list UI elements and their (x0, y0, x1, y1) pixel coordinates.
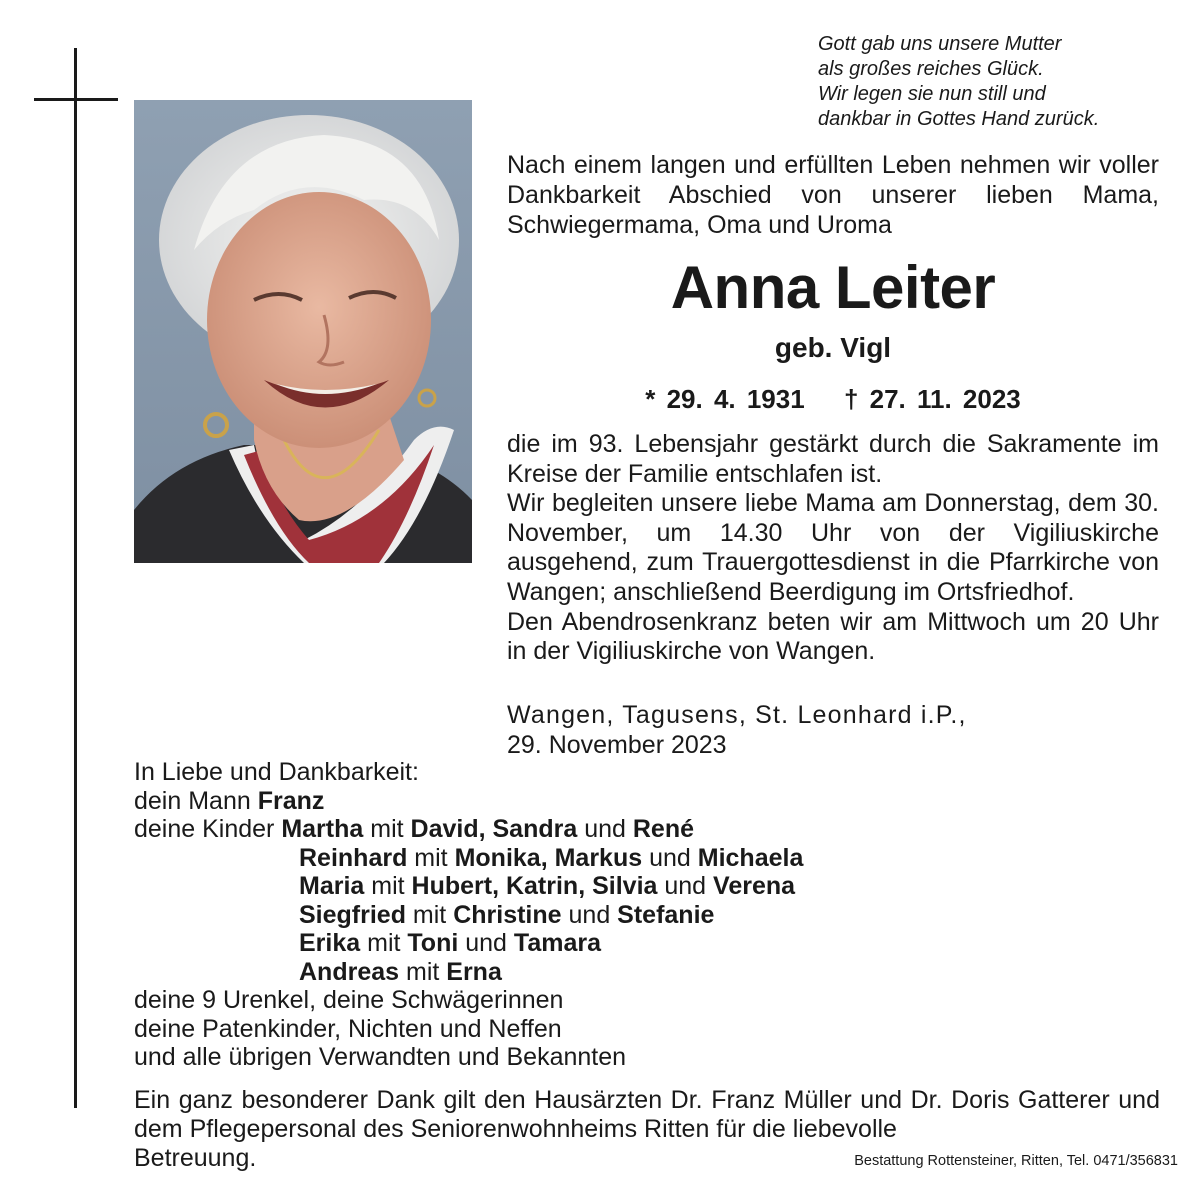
child-name: Reinhard (299, 843, 408, 872)
family-row-child (134, 901, 1174, 930)
last-name: René (632, 815, 694, 843)
death-date: † 27. 11. 2023 (843, 384, 1021, 414)
poem (818, 32, 1178, 132)
family-row-others: deine Patenkinder, Nichten und Neffen (134, 1014, 562, 1043)
partner-names: Christine (453, 900, 562, 929)
thanks-text: Ein ganz besonderer Dank gilt den Hausärzten Dr. Franz Müller und Dr. Doris Gatterer und dem Pflegepersonal des Seniorenwohnheims Ritten für die liebevolle (134, 1086, 1160, 1143)
husband-name: Franz (257, 786, 325, 815)
child-name: Erika (299, 929, 361, 957)
poem-line: Gott gab uns unsere Mutter (818, 33, 1062, 55)
cross-icon-vertical (74, 48, 77, 1108)
connector: und (577, 815, 633, 843)
place-names: Wangen, Tagusens, St. Leonhard i.P., (507, 701, 967, 729)
last-name: Verena (713, 872, 796, 900)
family-row-child (134, 958, 1174, 987)
family-heading: In Liebe und Dankbarkeit: (134, 758, 419, 786)
body-paragraph: Wir begleiten unsere liebe Mama am Donnerstag, dem 30. November, um 14.30 Uhr von der Vigiliuskirche ausgehend, zum Trauergottesdienst in die Pfarrkirche von Wangen; anschließend Beerdigung im Ortsfriedhof. (507, 489, 1159, 606)
child-name: Andreas (299, 957, 400, 986)
body-paragraph: die im 93. Lebensjahr gestärkt durch die Sakramente im Kreise der Familie entschlafen ist. (507, 430, 1159, 488)
connector: mit (405, 900, 454, 929)
family-row-child (134, 844, 1174, 873)
partner-names: Toni (407, 929, 459, 957)
family-row-child (134, 872, 1174, 901)
place-date (507, 700, 1159, 760)
family-label: dein Mann (134, 786, 258, 815)
child-name: Martha (281, 815, 364, 843)
maiden-name: geb. Vigl (774, 332, 892, 363)
child-name: Siegfried (299, 900, 406, 929)
connector: mit (407, 843, 455, 872)
life-dates (507, 382, 1159, 416)
partner-names: Erna (446, 957, 502, 986)
poem-line: Wir legen sie nun still und (818, 83, 1046, 105)
connector: und (657, 872, 714, 900)
birth-date: * 29. 4. 1931 (645, 384, 805, 414)
child-name: Maria (299, 872, 365, 900)
connector: mit (364, 872, 412, 900)
undertaker-info: Bestattung Rottensteiner, Ritten, Tel. 0471/356831 (854, 1153, 1178, 1169)
notice-date: 29. November 2023 (507, 731, 727, 759)
family-row-child (134, 929, 1174, 958)
connector: und (458, 929, 514, 957)
connector: und (642, 843, 698, 872)
family-row-others: und alle übrigen Verwandten und Bekannten (134, 1043, 627, 1071)
thanks-text-end: Betreuung. (134, 1144, 257, 1172)
connector: mit (399, 957, 447, 986)
connector: mit (360, 929, 408, 957)
family-row-others: deine 9 Urenkel, deine Schwägerinnen (134, 986, 564, 1014)
family-row-husband (134, 787, 1174, 816)
family-label: deine Kinder (134, 815, 282, 843)
family-row-children (134, 815, 1174, 844)
intro-text: Nach einem langen und erfüllten Leben nehmen wir voller Dankbarkeit Abschied von unserer lieben Mama, Schwiegermama, Oma und Uroma (507, 151, 1159, 239)
last-name: Tamara (513, 929, 601, 957)
poem-line: dankbar in Gottes Hand zurück. (818, 108, 1100, 130)
connector: mit (363, 815, 411, 843)
deceased-name: Anna Leiter (670, 254, 996, 321)
portrait-photo (134, 100, 472, 563)
last-name: Stefanie (617, 900, 715, 929)
partner-names: Monika, Markus (454, 843, 643, 872)
announcement-body (507, 430, 1159, 667)
last-name: Michaela (697, 843, 804, 872)
family-list (134, 758, 1174, 1072)
body-paragraph: Den Abendrosenkranz beten wir am Mittwoch um 20 Uhr in der Vigiliuskirche von Wangen. (507, 607, 1159, 666)
partner-names: David, Sandra (410, 815, 578, 843)
connector: und (561, 900, 618, 929)
partner-names: Hubert, Katrin, Silvia (411, 872, 658, 900)
poem-line: als großes reiches Glück. (818, 58, 1044, 80)
cross-icon-horizontal (34, 98, 118, 101)
